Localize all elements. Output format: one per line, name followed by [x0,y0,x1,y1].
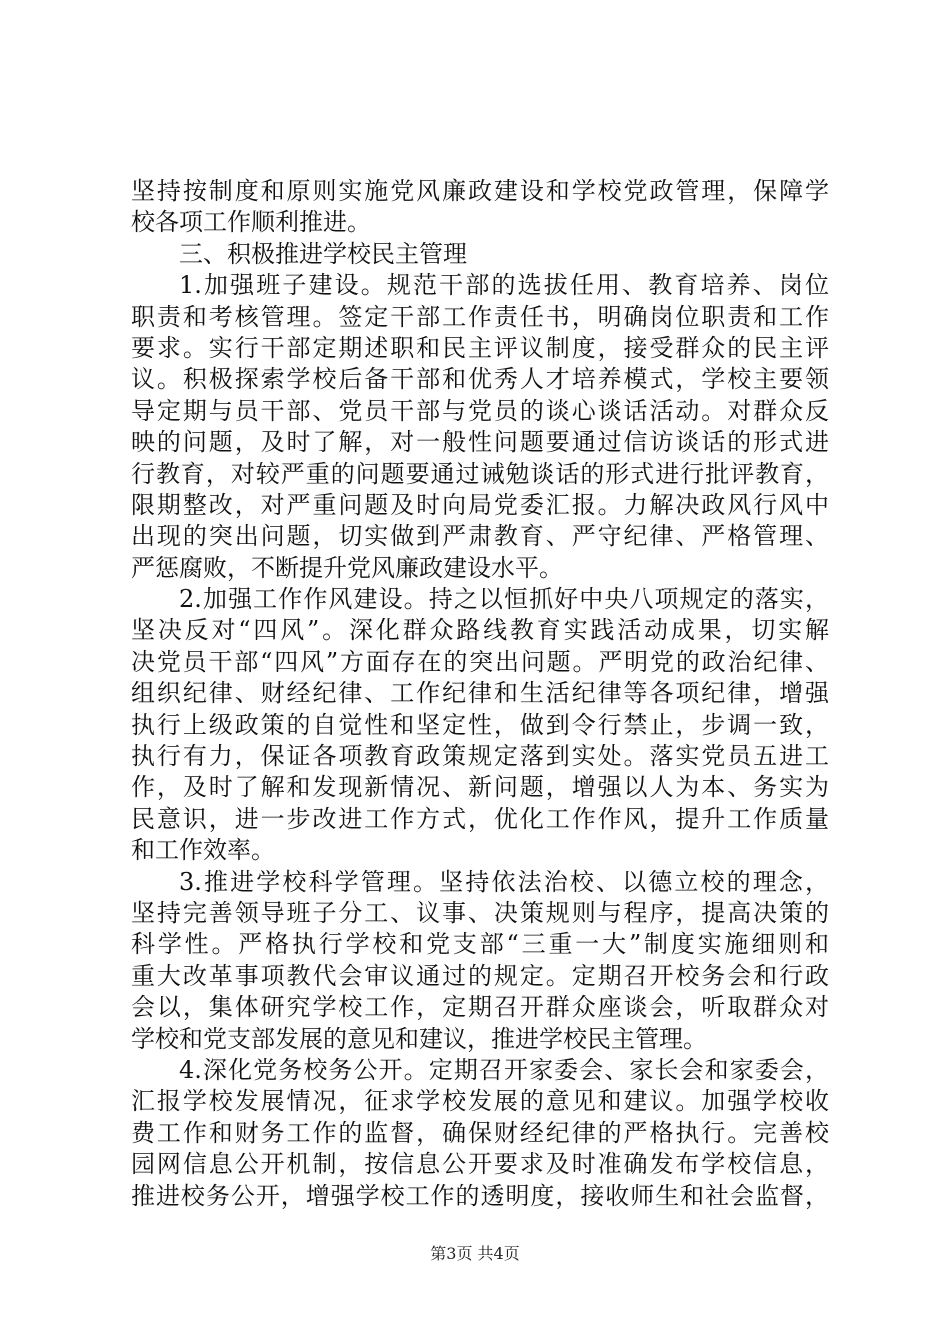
text-line: 组织纪律、财经纪律、工作纪律和生活纪律等各项纪律，增强 [131,679,829,708]
text-line: 重大改革事项教代会审议通过的规定。定期召开校务会和行政 [131,961,829,990]
page-footer: 第3页 共4页 [430,1244,520,1263]
text-line: 坚持按制度和原则实施党风廉政建设和学校党政管理，保障学 [131,177,829,205]
text-line: 民意识，进一步改进工作方式，优化工作作风，提升工作质量 [131,804,829,833]
text-line: 映的问题，及时了解，对一般性问题要通过信访谈话的形式进 [131,428,829,457]
text-line: 决党员干部“四风”方面存在的突出问题。严明党的政治纪律、 [131,647,829,676]
text-line: 导定期与员干部、党员干部与党员的谈心谈话活动。对群众反 [131,396,829,425]
text-line: 校各项工作顺利推进。 [131,208,371,237]
text-line: 议。积极探索学校后备干部和优秀人才培养模式，学校主要领 [131,365,829,394]
text-line: 严惩腐败，不断提升党风廉政建设水平。 [131,553,563,582]
text-line: 出现的突出问题，切实做到严肃教育、严守纪律、严格管理、 [131,522,829,551]
text-line: 三、积极推进学校民主管理 [179,239,467,268]
text-line: 坚决反对“四风”。深化群众路线教育实践活动成果，切实解 [131,616,829,645]
text-line: 坚持完善领导班子分工、议事、决策规则与程序，提高决策的 [131,898,829,927]
text-line: 4.深化党务校务公开。定期召开家委会、家长会和家委会， [179,1055,829,1084]
text-line: 学校和党支部发展的意见和建议，推进学校民主管理。 [131,1024,707,1053]
text-line: 行教育，对较严重的问题要通过诫勉谈话的形式进行批评教育， [131,459,829,488]
text-line: 会以，集体研究学校工作，定期召开群众座谈会，听取群众对 [131,993,829,1022]
text-line: 限期整改，对严重问题及时向局党委汇报。力解决政风行风中 [131,490,829,519]
text-line: 推进校务公开，增强学校工作的透明度，接收师生和社会监督， [131,1181,829,1210]
text-line: 园网信息公开机制，按信息公开要求及时准确发布学校信息， [131,1150,829,1179]
text-line: 要求。实行干部定期述职和民主评议制度，接受群众的民主评 [131,333,829,362]
text-line: 科学性。严格执行学校和党支部“三重一大”制度实施细则和 [131,930,829,959]
body-text [131,176,829,1212]
text-line: 执行有力，保证各项教育政策规定落到实处。落实党员五进工 [131,742,829,771]
text-line: 2.加强工作作风建设。持之以恒抓好中央八项规定的落实， [179,585,829,614]
text-line: 和工作效率。 [131,836,275,865]
text-line: 3.推进学校科学管理。坚持依法治校、以德立校的理念， [179,867,829,896]
text-line: 1.加强班子建设。规范干部的选拔任用、教育培养、岗位 [179,271,829,300]
text-line: 作，及时了解和发现新情况、新问题，增强以人为本、务实为 [131,773,829,802]
text-line: 职责和考核管理。签定干部工作责任书，明确岗位职责和工作 [131,302,829,331]
text-line: 执行上级政策的自觉性和坚定性，做到令行禁止，步调一致， [131,710,829,739]
text-line: 汇报学校发展情况，征求学校发展的意见和建议。加强学校收 [131,1087,829,1116]
text-line: 费工作和财务工作的监督，确保财经纪律的严格执行。完善校 [131,1118,829,1147]
